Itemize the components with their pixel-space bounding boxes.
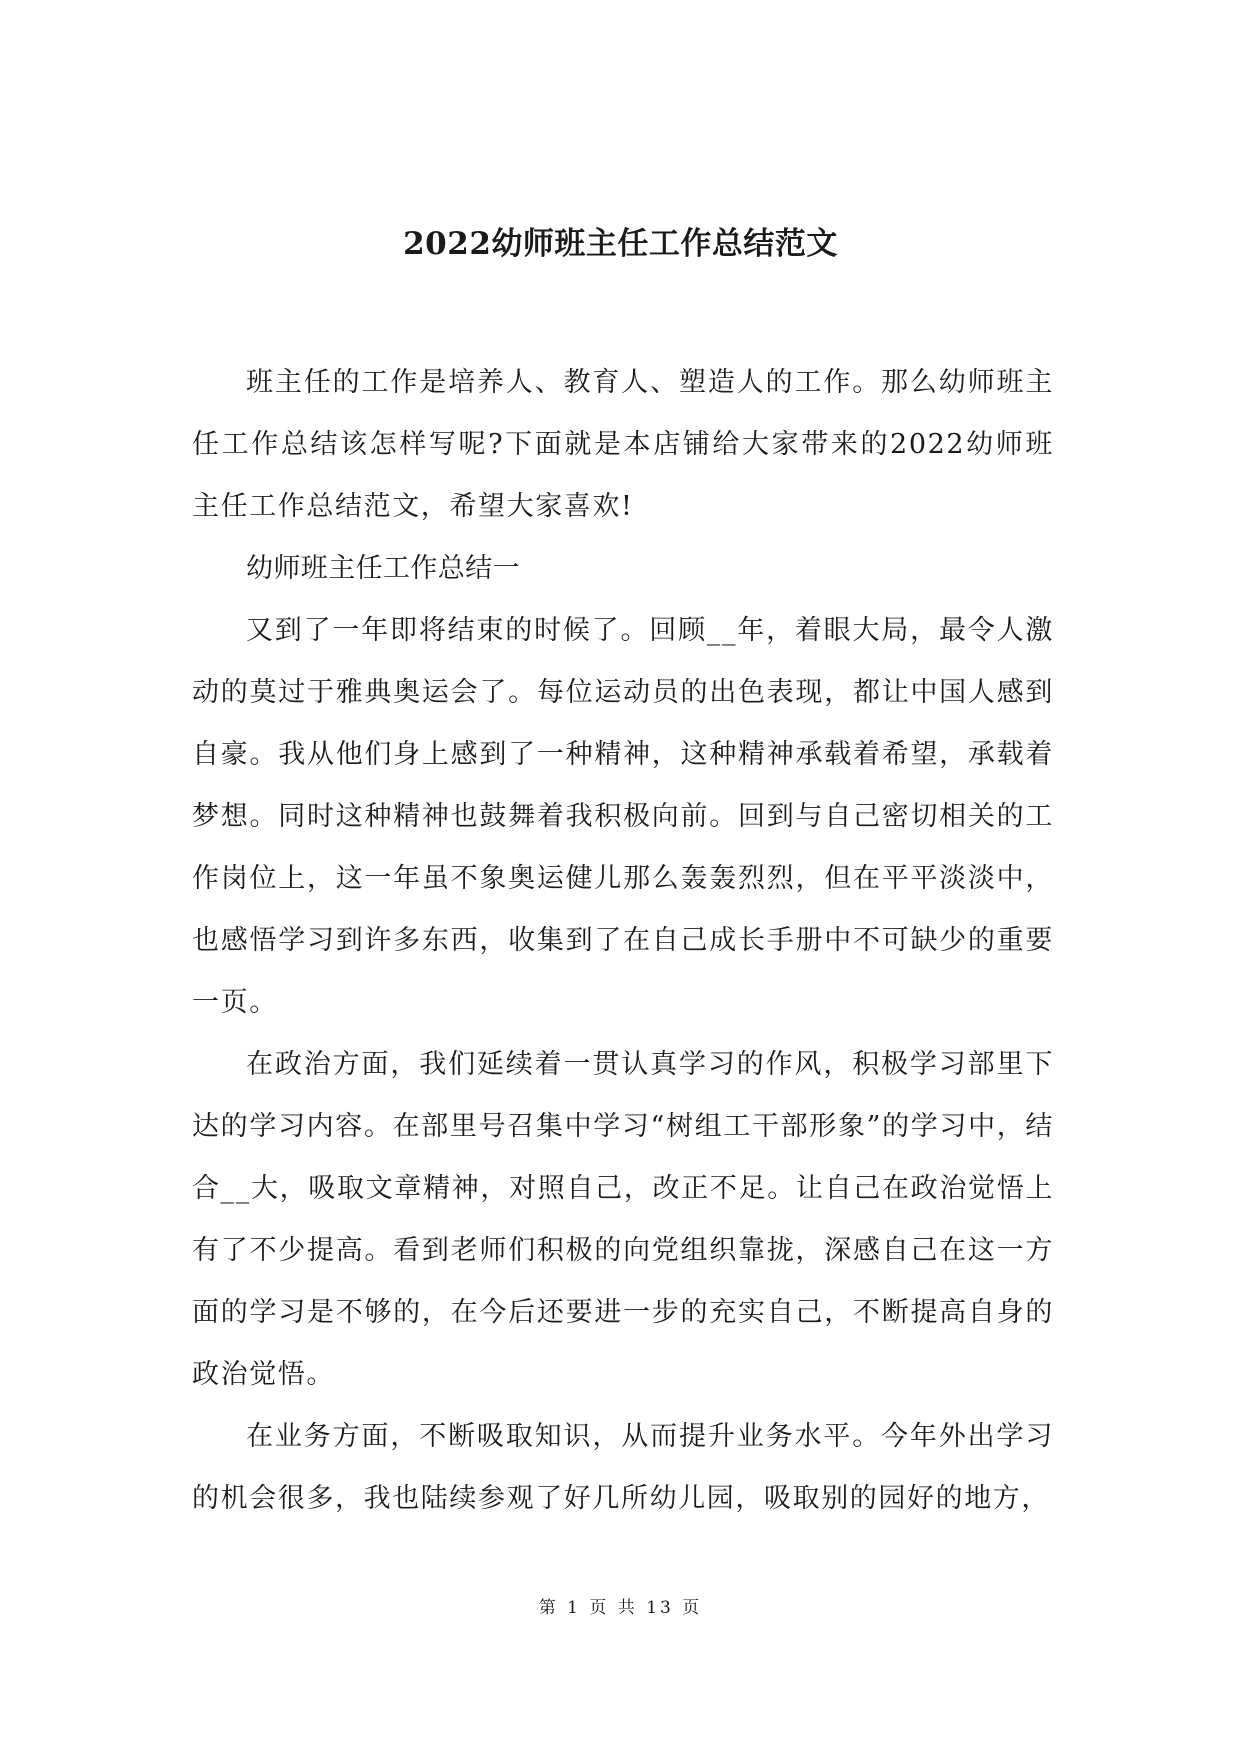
- document-title: 2022幼师班主任工作总结范文: [403, 226, 838, 262]
- body-paragraph: 在业务方面，不断吸取知识，从而提升业务水平。今年外出学习的机会很多，我也陆续参观了好几所幼儿园，吸取别的园好的地方，: [192, 1421, 1054, 1514]
- body-paragraph: 又到了一年即将结束的时候了。回顾__年，着眼大局，最令人激动的莫过于雅典奥运会了。每位运动员的出色表现，都让中国人感到自豪。我从他们身上感到了一种精神，这种精神承载着希望，承载着梦想。同时这种精神也鼓舞着我积极向前。回到与自己密切相关的工作岗位上，这一年虽不象奥运健儿那么轰轰烈烈，但在平平淡淡中，也感悟学习到许多东西，收集到了在自己成长手册中不可缺少的重要一页。: [192, 615, 1054, 1018]
- body-paragraph: 在政治方面，我们延续着一贯认真学习的作风，积极学习部里下达的学习内容。在部里号召集中学习“树组工干部形象”的学习中，结合__大，吸取文章精神，对照自己，改正不足。让自己在政治觉悟上有了不少提高。看到老师们积极的向党组织靠拢，深感自己在这一方面的学习是不够的，在今后还要进一步的充实自己，不断提高自身的政治觉悟。: [192, 1049, 1054, 1390]
- page-number-footer: 第 1 页 共 13 页: [538, 1598, 703, 1618]
- section-heading: 幼师班主任工作总结一: [246, 553, 520, 584]
- document-body: [192, 352, 1054, 1530]
- intro-paragraph: 班主任的工作是培养人、教育人、塑造人的工作。那么幼师班主任工作总结该怎样写呢?下面就是本店铺给大家带来的2022幼师班主任工作总结范文，希望大家喜欢!: [192, 367, 1054, 522]
